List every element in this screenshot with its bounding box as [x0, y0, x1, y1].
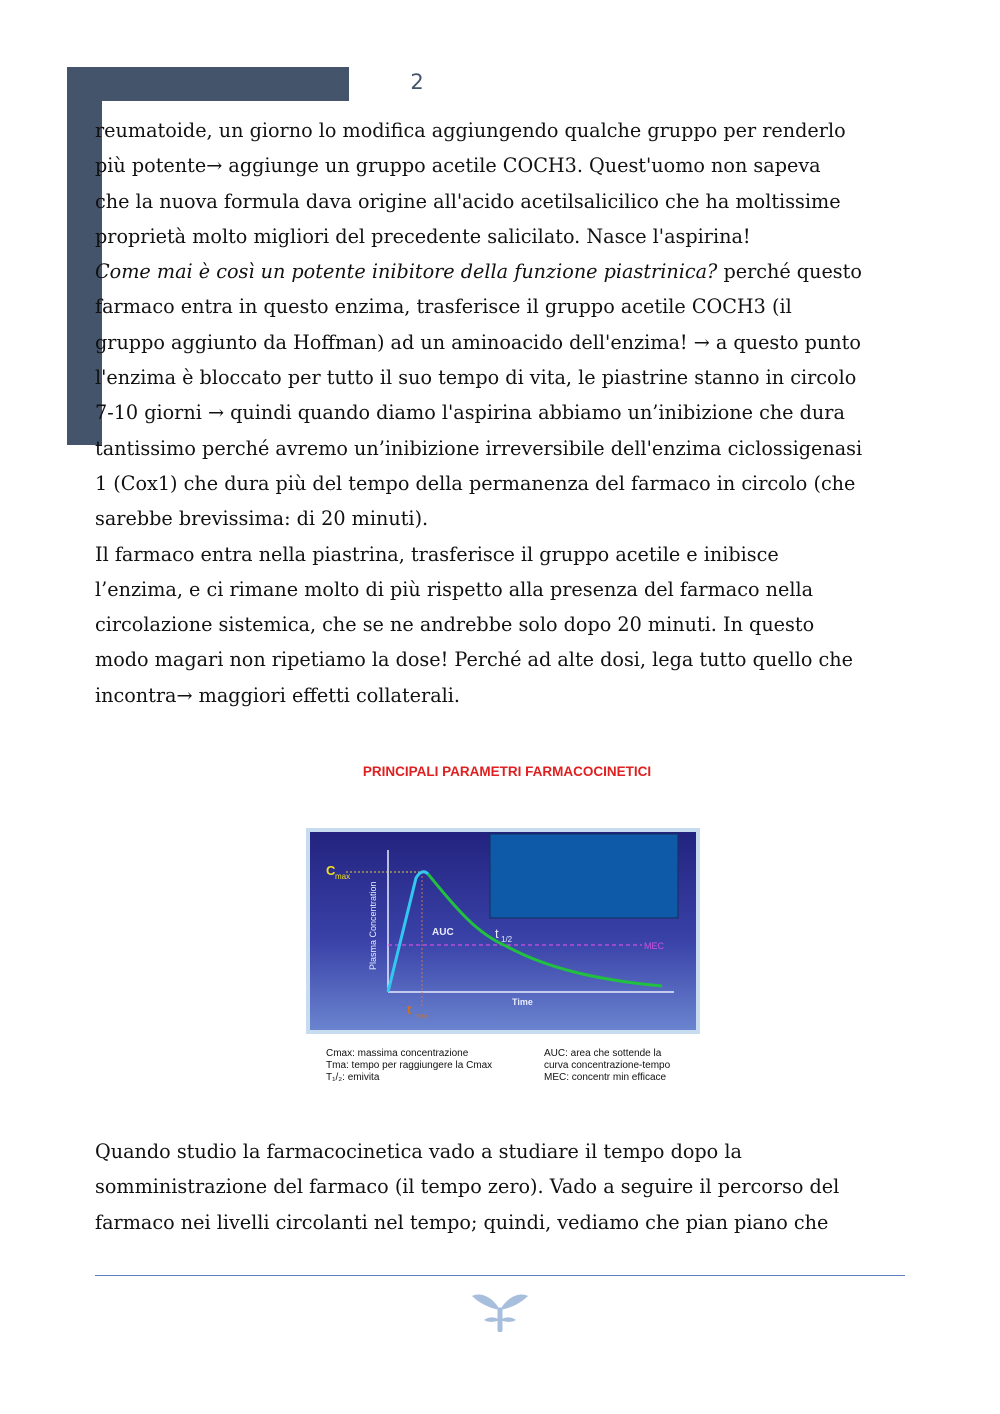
legend-item: AUC: area che sottende la [544, 1048, 662, 1059]
page-number: 2 [410, 70, 424, 94]
question-continuation: perché questo [717, 260, 862, 284]
text-line: 7-10 giorni → quindi quando diamo l'aspirina abbiamo un’inibizione che dura [95, 401, 845, 425]
text-line: somministrazione del farmaco (il tempo zero). Vado a seguire il percorso del [95, 1175, 840, 1199]
text-line: l'enzima è bloccato per tutto il suo tempo di vita, le piastrine stanno in circolo [95, 366, 857, 390]
text-line: reumatoide, un giorno lo modifica aggiungendo qualche gruppo per renderlo [95, 119, 846, 142]
concentration-time-plot [306, 828, 700, 1034]
text-line: incontra→ maggiori effetti collaterali. [95, 683, 461, 707]
text-line-question [95, 254, 910, 289]
text-line: tantissimo perché avremo un’inibizione irreversibile dell'enzima ciclossigenasi [95, 436, 863, 460]
text-line: sarebbe brevissima: di 20 minuti). [95, 507, 429, 531]
text-line: proprietà molto migliori del precedente salicilato. Nasce l'aspirina! [95, 224, 751, 248]
blank-box [490, 834, 678, 918]
body-text-top [95, 113, 910, 713]
footer-rule [95, 1275, 905, 1276]
text-line: farmaco nei livelli circolanti nel tempo; quindi, vediamo che pian piano che [95, 1210, 829, 1234]
legend-item: Tma: tempo per raggiungere la Cmax [326, 1060, 493, 1071]
body-text-bottom [95, 1134, 910, 1240]
header-frame-bar [67, 67, 349, 101]
italic-question: Come mai è così un potente inibitore della funzione piastrinica? [95, 260, 718, 284]
tmax-subscript: max [415, 1013, 429, 1020]
cmax-subscript: max [335, 872, 351, 881]
legend-item: MEC: concentr min efficace [544, 1072, 667, 1083]
legend-item: T₁/₂: emivita [326, 1072, 380, 1083]
legend-left [326, 1048, 492, 1084]
auc-label: AUC [432, 927, 454, 938]
figure-title: PRINCIPALI PARAMETRI FARMACOCINETICI [362, 764, 652, 779]
plot-frame [306, 828, 700, 1034]
y-axis-label: Plasma Concentration [368, 881, 378, 970]
legend-right [544, 1048, 670, 1084]
text-line: che la nuova formula dava origine all'acido acetilsalicilico che ha moltissime [95, 189, 841, 213]
text-line: modo magari non ripetiamo la dose! Perché ad alte dosi, lega tutto quello che [95, 648, 853, 672]
text-line: Quando studio la farmacocinetica vado a studiare il tempo dopo la [95, 1140, 742, 1163]
sprout-logo-icon [470, 1290, 530, 1336]
thalf-subscript: 1/2 [501, 935, 513, 944]
text-line: l’enzima, e ci rimane molto di più rispetto alla presenza del farmaco nella [95, 577, 814, 601]
tmax-label: t [407, 1002, 412, 1017]
text-line: Il farmaco entra nella piastrina, trasferisce il gruppo acetile e inibisce [95, 542, 779, 566]
x-axis-label: Time [512, 997, 533, 1007]
text-line: più potente→ aggiunge un gruppo acetile COCH3. Quest'uomo non sapeva [95, 154, 821, 178]
thalf-label: t [495, 926, 499, 941]
text-line: farmaco entra in questo enzima, trasferisce il gruppo acetile COCH3 (il [95, 295, 792, 319]
legend-item: curva concentrazione-tempo [544, 1060, 671, 1071]
pharmacokinetics-figure [294, 752, 708, 1096]
mec-label: MEC [644, 941, 664, 951]
text-line: gruppo aggiunto da Hoffman) ad un aminoacido dell'enzima! → a questo punto [95, 330, 861, 354]
text-line: circolazione sistemica, che se ne andrebbe solo dopo 20 minuti. In questo [95, 613, 815, 637]
cmax-label: C [326, 863, 336, 878]
text-line: 1 (Cox1) che dura più del tempo della permanenza del farmaco in circolo (che [95, 471, 856, 495]
legend-item: Cmax: massima concentrazione [326, 1048, 469, 1059]
